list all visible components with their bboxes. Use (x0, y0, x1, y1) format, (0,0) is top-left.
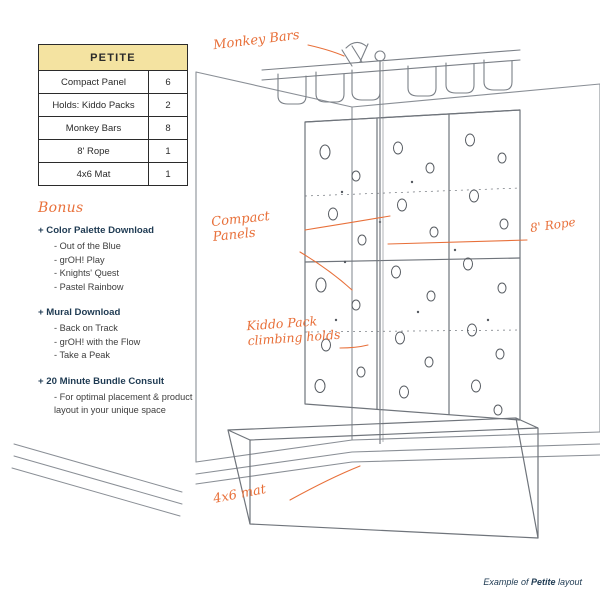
bonus-group-heading: + Color Palette Download (38, 225, 154, 236)
bonus-group-consult (38, 376, 223, 418)
caption-suffix: layout (555, 577, 582, 587)
table-row (39, 71, 187, 94)
spec-table (38, 44, 188, 186)
spec-label: Holds: Kiddo Packs (39, 94, 149, 116)
spec-qty: 1 (165, 169, 171, 180)
bonus-item: - For optimal placement & product layout in your unique space (54, 391, 193, 415)
figure-caption (483, 577, 582, 587)
bonus-item: - Out of the Blue (54, 241, 121, 251)
annotation-compact-panels: Compact Panels (210, 209, 271, 245)
caption-bold: Petite (530, 577, 556, 587)
bonus-item: - Back on Track (54, 323, 118, 333)
bonus-item: - Knights' Quest (54, 268, 120, 278)
table-row (39, 140, 187, 163)
annotation-kiddo-pack-holds: Kiddo Pack climbing holds (246, 313, 341, 349)
annotation-rope: 8' Rope (529, 214, 577, 236)
bonus-group-color-palette (38, 225, 223, 294)
bonus-item: - Pastel Rainbow (54, 281, 124, 292)
bonus-item: - grOH! with the Flow (54, 336, 141, 347)
table-row (39, 94, 187, 117)
bonus-section (38, 200, 223, 431)
spec-qty: 6 (165, 77, 171, 88)
bonus-group-heading: + 20 Minute Bundle Consult (38, 375, 165, 387)
table-row (39, 117, 187, 140)
caption-prefix: Example of (483, 577, 531, 587)
bonus-item: - Take a Peak (54, 350, 111, 360)
spec-qty: 1 (165, 146, 171, 157)
spec-label: Monkey Bars (39, 117, 149, 139)
bonus-group-heading: + Mural Download (38, 307, 121, 318)
bonus-item: - grOH! Play (54, 254, 105, 265)
annotation-monkey-bars: Monkey Bars (212, 27, 301, 54)
spec-label: 4x6 Mat (39, 163, 149, 185)
spec-table-title: PETITE (39, 45, 187, 71)
spec-qty: 2 (165, 100, 171, 111)
table-row (39, 163, 187, 185)
spec-label: Compact Panel (39, 71, 149, 93)
bonus-group-mural (38, 307, 223, 363)
spec-label: 8' Rope (39, 140, 149, 162)
annotation-mat: 4x6 mat (212, 482, 268, 507)
bonus-title: Bonus (38, 200, 84, 216)
spec-qty: 8 (165, 123, 171, 134)
